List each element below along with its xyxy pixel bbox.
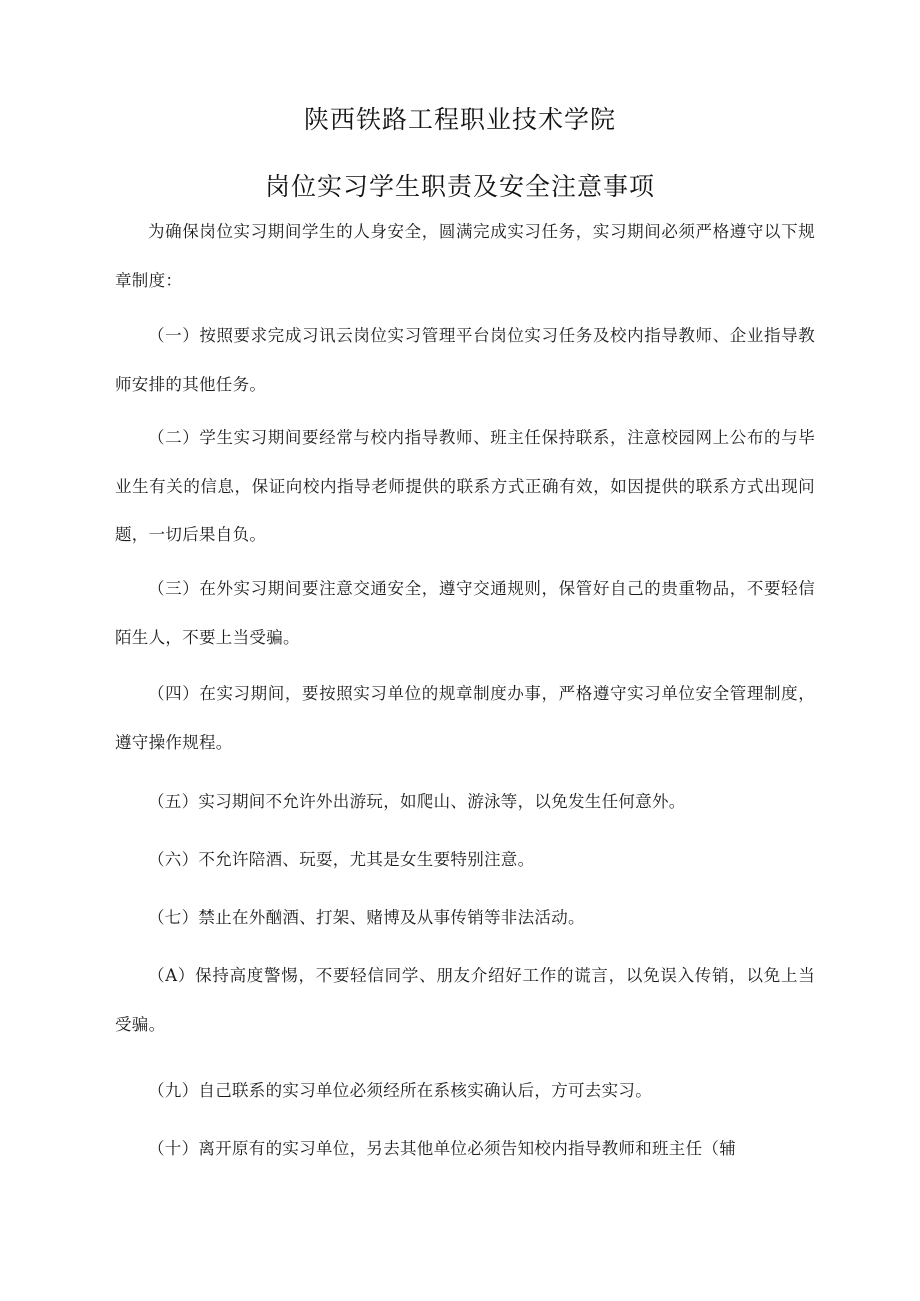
- rule-item-4: （四）在实习期间，要按照实习单位的规章制度办事，严格遵守实习单位安全管理制度，遵守操作规程。: [115, 684, 815, 752]
- rule-item-5: （五）实习期间不允许外出游玩，如爬山、游泳等，以免发生任何意外。: [148, 792, 686, 811]
- rule-item-2: （二）学生实习期间要经常与校内指导教师、班主任保持联系，注意校园网上公布的与毕业生有关的信息，保证向校内指导老师提供的联系方式正确有效，如因提供的联系方式出现问题，一切后果自负。: [115, 428, 815, 544]
- rule-item-6: （六）不允许陪酒、玩耍，尤其是女生要特别注意。: [148, 850, 535, 869]
- document-title-institution: 陕西铁路工程职业技术学院: [303, 105, 616, 134]
- document-title-subject: 岗位实习学生职责及安全注意事项: [264, 172, 655, 201]
- rule-item-8: （A）保持高度警惕，不要轻信同学、朋友介绍好工作的谎言，以免误入传销，以免上当受骗。: [115, 966, 815, 1034]
- rule-item-9: （九）自己联系的实习单位必须经所在系核实确认后，方可去实习。: [148, 1081, 652, 1100]
- intro-paragraph: 为确保岗位实习期间学生的人身安全，圆满完成实习任务，实习期间必须严格遵守以下规章制度：: [115, 222, 815, 290]
- rule-item-3: （三）在外实习期间要注意交通安全，遵守交通规则，保管好自己的贵重物品，不要轻信陌生人，不要上当受骗。: [115, 579, 815, 647]
- rule-item-7: （七）禁止在外酗酒、打架、赌博及从事传销等非法活动。: [148, 908, 585, 927]
- rule-item-10: （十）离开原有的实习单位，另去其他单位必须告知校内指导教师和班主任（辅: [148, 1139, 736, 1158]
- rule-item-1: （一）按照要求完成习讯云岗位实习管理平台岗位实习任务及校内指导教师、企业指导教师安排的其他任务。: [115, 326, 815, 394]
